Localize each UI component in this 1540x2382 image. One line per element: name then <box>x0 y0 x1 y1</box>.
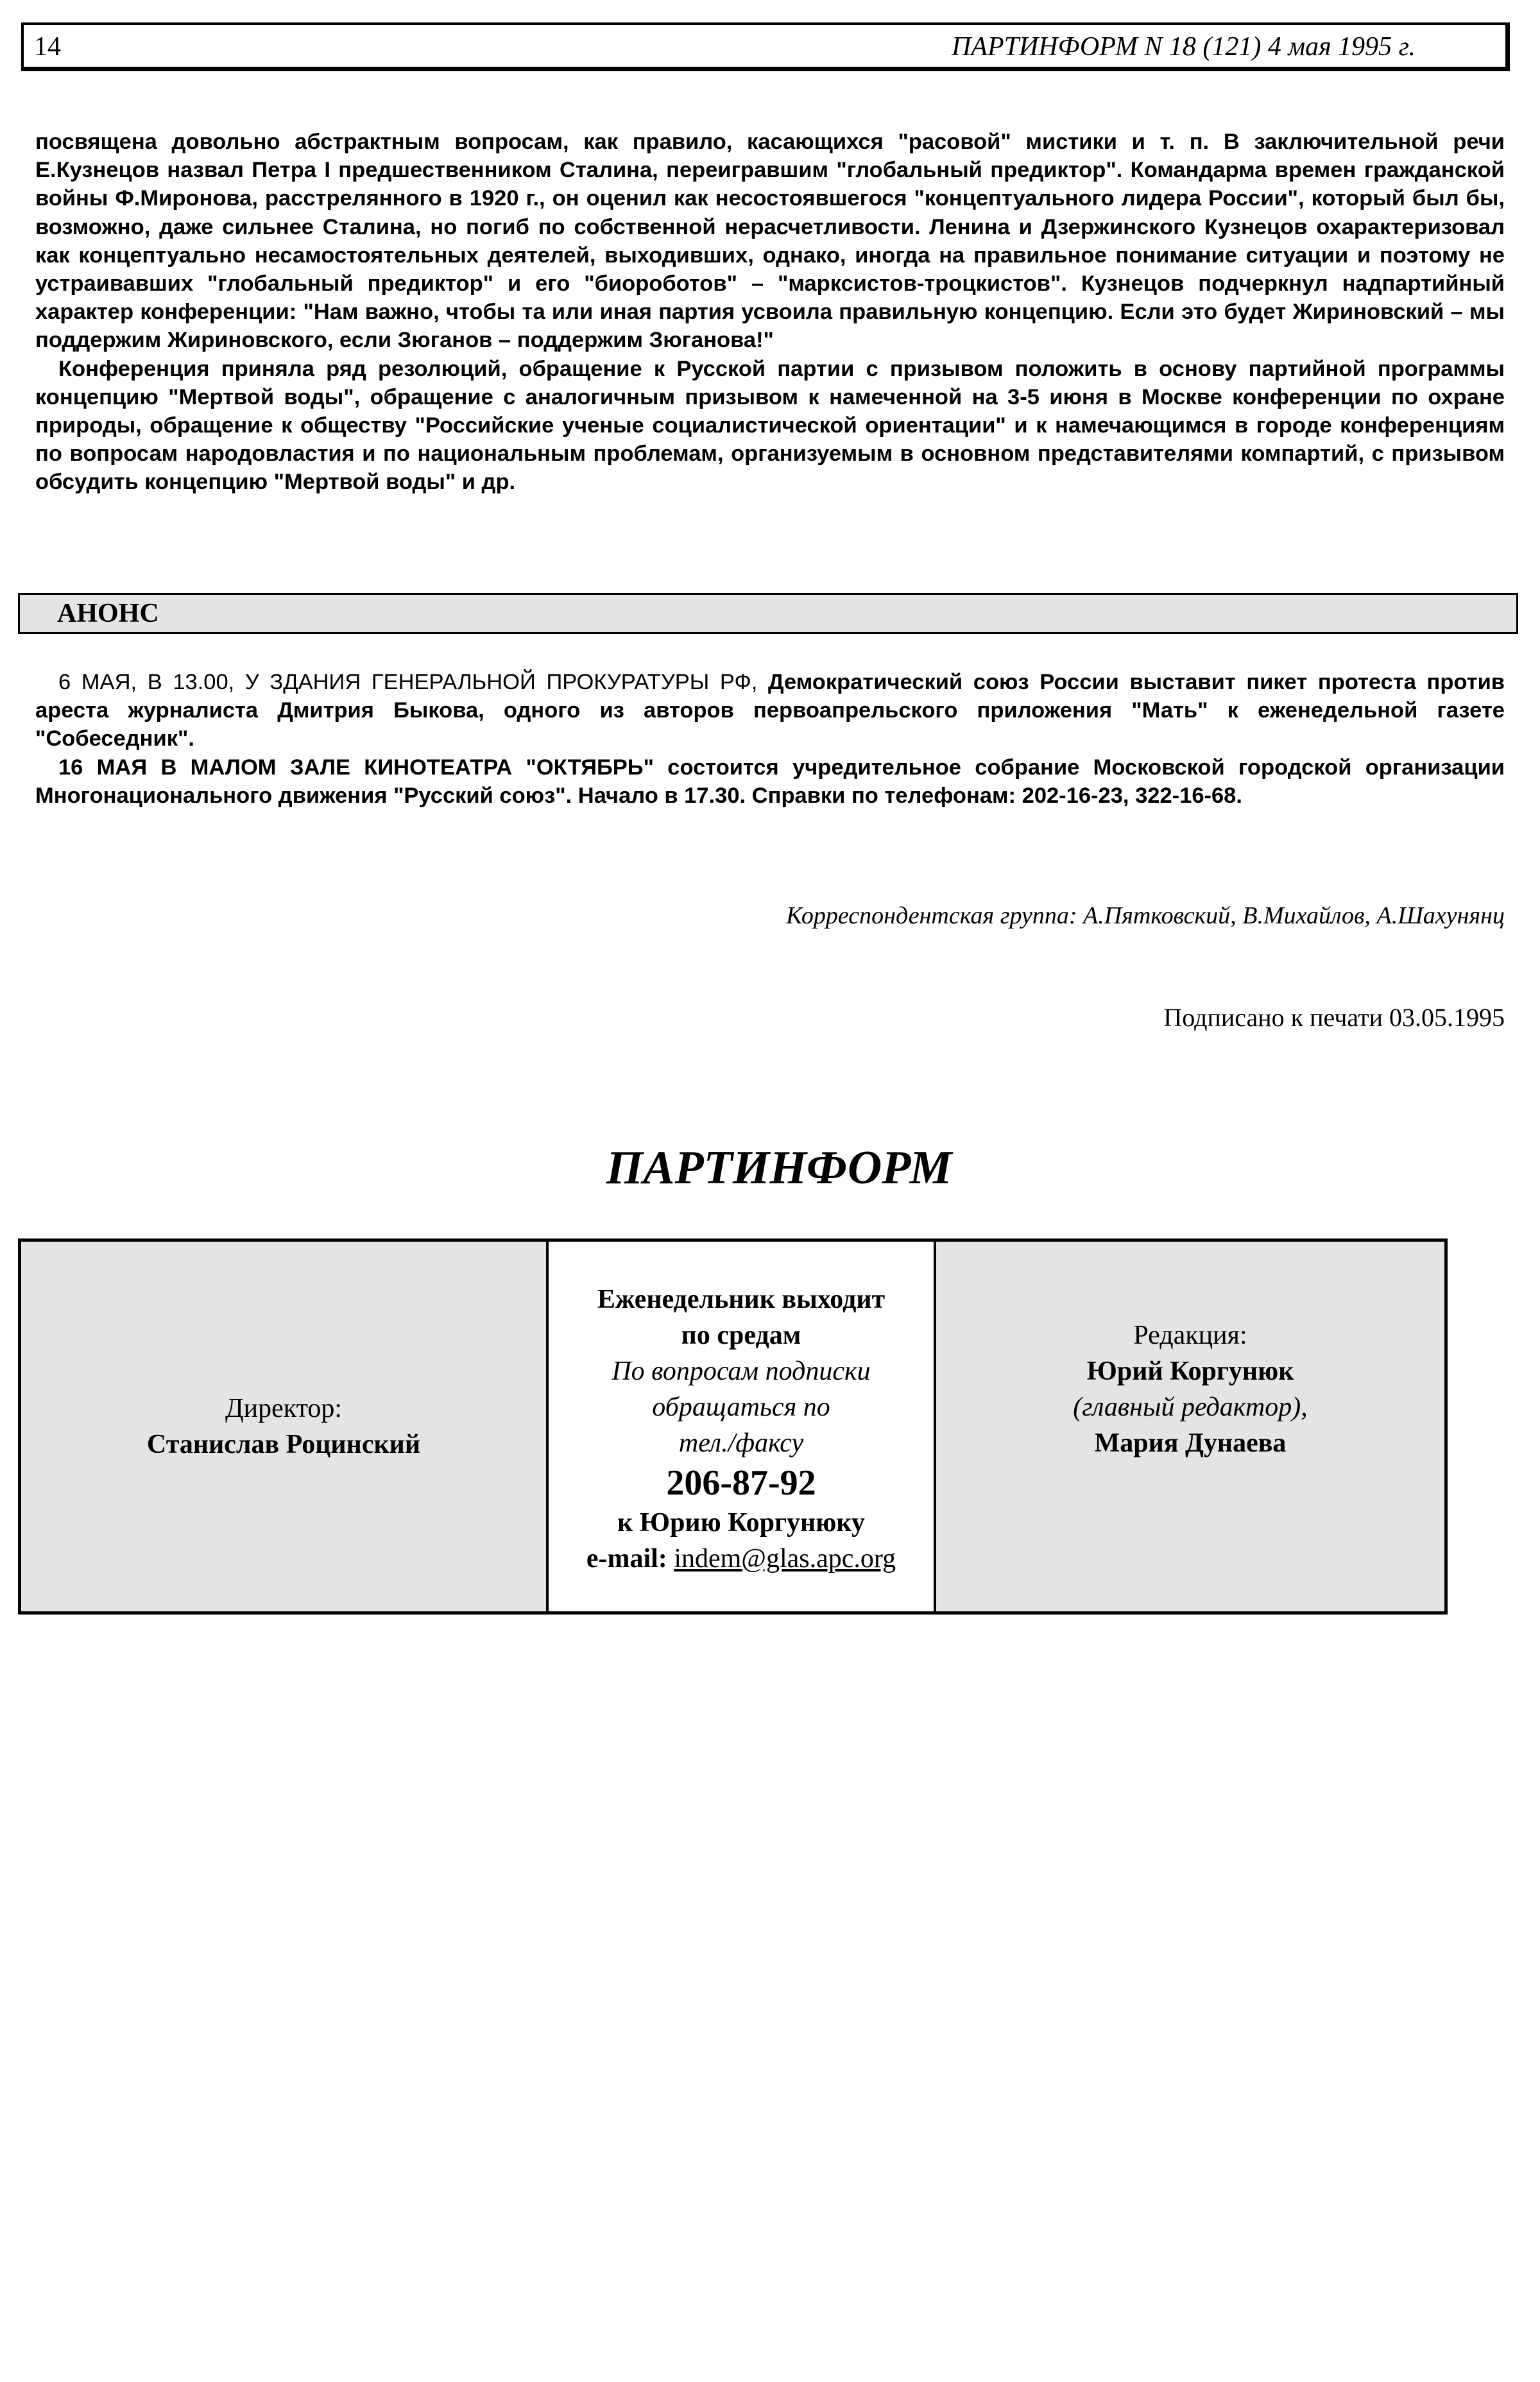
subscription-cell <box>549 1242 936 1611</box>
contact-person: к Юрию Коргунюку <box>617 1508 865 1538</box>
director-cell <box>21 1242 549 1611</box>
subscribe-line: тел./факсу <box>678 1428 804 1458</box>
staff-name: Мария Дунаева <box>1094 1428 1287 1458</box>
anons-item-date: 16 МАЯ В МАЛОМ ЗАЛЕ КИНОТЕАТРА "ОКТЯБРЬ" <box>58 755 654 780</box>
anons-item <box>35 753 1505 810</box>
anons-heading: АНОНС <box>18 593 1518 634</box>
article-paragraph: Конференция приняла ряд резолюций, обращение к Русской партии с призывом положить в основу партийной программы концепцию "Мертвой воды", обращение с аналогичным призывом к намеченной на 3-5 июня в Москве конференции по охране природы, обращение к обществу "Российские ученые социалистической ориентации" и к намечающимся в городе конференциям по вопросам народовластия и по национальным проблемам, организуемым в основном представителями компартий, с призывом обсудить концепцию "Мертвой воды" и др. <box>35 356 1505 495</box>
issue-line: ПАРТИНФОРМ N 18 (121) 4 мая 1995 г. <box>951 32 1416 62</box>
email-link[interactable]: indem@glas.apc.org <box>674 1544 896 1573</box>
anons-item-body: состоится учредительное собрание Московской городской организации Многонационального движения "Русский союз". Начало в 17.30. Справки по телефонам: 202-16-23, 322-16-68. <box>35 755 1505 808</box>
weekly-line: по средам <box>681 1321 801 1350</box>
weekly-line: Еженедельник выходит <box>597 1285 886 1314</box>
anons-item-body: Демократический союз России выставит пикет протеста против ареста журналиста Дмитрия Быкова, одного из авторов первоапрельского приложения "Мать" к еженедельной газете "Собеседник". <box>35 670 1505 751</box>
director-name: Станислав Роцинский <box>146 1430 421 1459</box>
article-text <box>35 128 1505 497</box>
anons-text <box>35 668 1505 810</box>
signed-to-print: Подписано к печати 03.05.1995 <box>1163 1003 1505 1032</box>
imprint-table <box>18 1238 1448 1615</box>
article-paragraph: посвящена довольно абстрактным вопросам, как правило, касающихся "расовой" мистики и т. п. В заключительной речи Е.Кузнецов назвал Петра I предшественником Сталина, переигравшим "глобальный предиктор". Командарма времен гражданской войны Ф.Миронова, расстрелянного в 1920 г., он оценил как несостоявшегося "концептуального лидера России", который был бы, возможно, даже сильнее Сталина, но погиб по собственной нерасчетливости. Ленина и Дзержинского Кузнецов охарактеризовал как концептуально несамостоятельных деятелей, выходивших, однако, иногда на правильное понимание ситуации и поэтому не устраивавших "глобальный предиктор" и его "биороботов" – "марксистов-троцкистов". Кузнецов подчеркнул надпартийный характер конференции: "Нам важно, чтобы та или иная партия усвоила правильную концепцию. Если это будет Жириновский – мы поддержим Жириновского, если Зюганов – поддержим Зюганова!" <box>35 130 1505 353</box>
phone-number: 206-87-92 <box>666 1463 816 1503</box>
editorial-cell <box>936 1242 1444 1611</box>
email-label: e-mail: <box>586 1544 667 1573</box>
editorial-label: Редакция: <box>1133 1321 1247 1350</box>
director-label: Директор: <box>225 1394 343 1423</box>
page-number: 14 <box>34 32 61 62</box>
page-header <box>21 22 1510 71</box>
subscribe-line: По вопросам подписки <box>612 1357 871 1386</box>
editor-name: Юрий Коргунюк <box>1086 1357 1294 1386</box>
subscribe-line: обращаться по <box>652 1392 830 1422</box>
email-row <box>586 1541 896 1577</box>
correspondents-credit: Корреспондентская группа: А.Пятковский, В.Михайлов, А.Шахунянц <box>786 902 1505 929</box>
anons-item <box>35 668 1505 753</box>
masthead-title: ПАРТИНФОРМ <box>606 1142 952 1194</box>
editor-role: (главный редактор), <box>1073 1392 1308 1422</box>
anons-item-date: 6 МАЯ, В 13.00, У ЗДАНИЯ ГЕНЕРАЛЬНОЙ ПРОКУРАТУРЫ РФ, <box>58 670 758 694</box>
